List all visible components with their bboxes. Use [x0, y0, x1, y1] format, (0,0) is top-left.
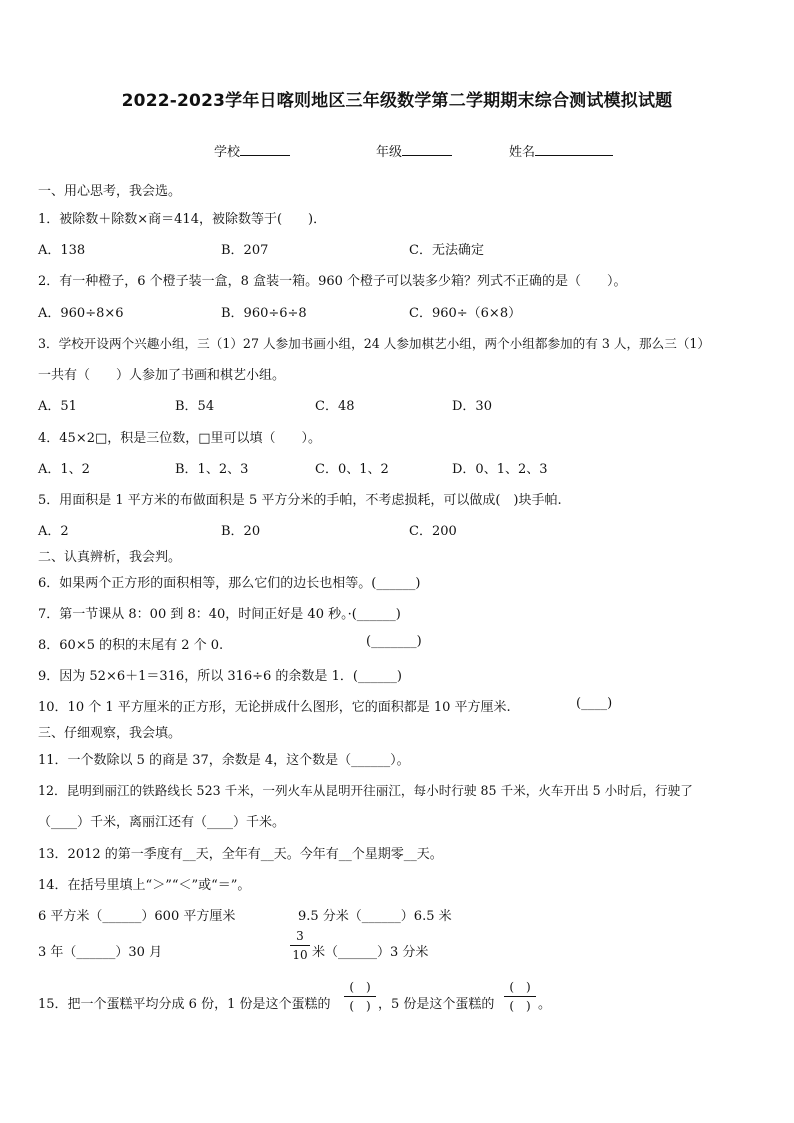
section-heading: 一、用心思考，我会选。: [38, 184, 182, 199]
option: C．960÷（6×8）: [409, 306, 522, 321]
answer-blank: (____): [576, 696, 613, 711]
question-3: 3．学校开设两个兴趣小组，三（1）27 人参加书画小组，24 人参加棋艺小组，两个小组都参加的有 3 人，那么三（1）: [38, 336, 711, 351]
option: C．0、1、2: [315, 462, 389, 477]
option: B．54: [175, 399, 215, 414]
question-15-mid: ，5 份是这个蛋糕的: [378, 997, 495, 1012]
question-6: 6．如果两个正方形的面积相等，那么它们的边长也相等。(______): [38, 576, 421, 591]
school-field: [214, 141, 290, 160]
name-field: [509, 141, 613, 160]
fraction: [290, 928, 310, 963]
fraction-denominator: 10: [292, 948, 308, 962]
fraction-bar: [344, 996, 376, 997]
option: A．960÷8×6: [38, 306, 124, 321]
question-2: 2．有一种橙子，6 个橙子装一盒，8 盒装一箱。960 个橙子可以装多少箱？列式不正确的是（ ）。: [38, 274, 627, 289]
compare-item: 6 平方米（______）600 平方厘米: [38, 909, 236, 924]
option: B．20: [221, 524, 261, 539]
compare-item: 9.5 分米（______）6.5 米: [298, 909, 452, 924]
fraction-bar: [290, 945, 310, 946]
option: C．200: [409, 524, 457, 539]
school-label: 学校: [214, 145, 241, 160]
fraction-denominator: ( ): [509, 999, 531, 1013]
question-3-cont: 一共有（ ）人参加了书画和棋艺小组。: [38, 368, 286, 383]
option: C．无法确定: [409, 243, 484, 258]
question-13: 13．2012 的第一季度有__天，全年有__天。今年有__个星期零__天。: [38, 847, 443, 862]
question-1: 1．被除数＋除数×商＝414，被除数等于( )．: [38, 212, 327, 227]
fraction-numerator: ( ): [509, 980, 531, 994]
grade-field: [376, 141, 452, 160]
fraction-denominator: ( ): [349, 999, 371, 1013]
grade-label: 年级: [376, 145, 403, 160]
school-blank: [240, 155, 290, 156]
question-7: 7．第一节课从 8：00 到 8：40，时间正好是 40 秒。·(______): [38, 607, 401, 622]
question-12: 12．昆明到丽江的铁路线长 523 千米，一列火车从昆明开往丽江，每小时行驶 85 千米，火车开出 5 小时后，行驶了: [38, 783, 693, 798]
answer-blank: (_______): [366, 634, 422, 649]
name-blank: [535, 155, 613, 156]
fraction: [504, 979, 536, 1014]
section-heading: 二、认真辨析，我会判。: [38, 550, 182, 565]
option: A．1、2: [38, 462, 90, 477]
option: A．51: [38, 399, 77, 414]
question-12-cont: （____）千米，离丽江还有（____）千米。: [38, 815, 286, 830]
question-5: 5．用面积是 1 平方米的布做面积是 5 平方分米的手帕，不考虑损耗，可以做成( )块手帕.: [38, 493, 562, 508]
compare-item: 米（______）3 分米: [312, 945, 429, 960]
page-title: 2022-2023学年日喀则地区三年级数学第二学期期末综合测试模拟试题: [121, 91, 673, 111]
section-heading: 三、仔细观察，我会填。: [38, 726, 182, 741]
question-4: 4．45×2□，积是三位数，□里可以填（ ）。: [38, 431, 322, 446]
fraction-bar: [504, 996, 536, 997]
option: B．1、2、3: [175, 462, 249, 477]
grade-blank: [402, 155, 452, 156]
question-9: 9．因为 52×6＋1＝316，所以 316÷6 的余数是 1．(______): [38, 669, 402, 684]
question-10: 10．10 个 1 平方厘米的正方形，无论拼成什么图形，它的面积都是 10 平方厘米.: [38, 700, 511, 715]
question-8: 8．60×5 的积的末尾有 2 个 0.: [38, 638, 224, 653]
question-11: 11．一个数除以 5 的商是 37，余数是 4，这个数是（______）。: [38, 753, 410, 768]
compare-item: 3 年（______）30 月: [38, 945, 163, 960]
question-15: 15．把一个蛋糕平均分成 6 份，1 份是这个蛋糕的: [38, 997, 331, 1012]
option: A．2: [38, 524, 69, 539]
fraction: [344, 979, 376, 1014]
option: C．48: [315, 399, 355, 414]
question-14: 14．在括号里填上“＞”“＜”或“＝”。: [38, 878, 251, 893]
fraction-numerator: 3: [296, 929, 304, 943]
option: D．0、1、2、3: [452, 462, 548, 477]
option: A．138: [38, 243, 86, 258]
option: D．30: [452, 399, 492, 414]
name-label: 姓名: [509, 145, 536, 160]
option: B．207: [221, 243, 269, 258]
fraction-numerator: ( ): [349, 980, 371, 994]
question-15-end: 。: [538, 997, 552, 1012]
option: B．960÷6÷8: [221, 306, 307, 321]
